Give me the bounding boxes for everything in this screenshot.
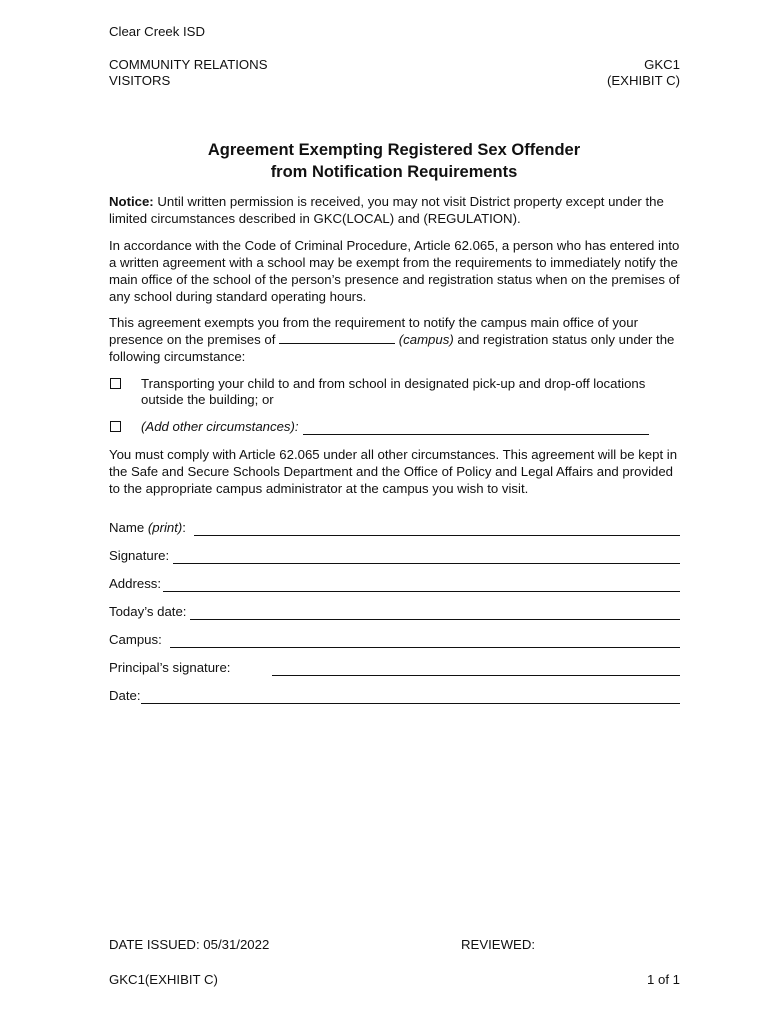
reviewed-label: REVIEWED: bbox=[461, 937, 536, 952]
campus-hint: (campus) bbox=[398, 332, 454, 347]
campus-field[interactable] bbox=[109, 630, 680, 648]
name-line[interactable] bbox=[194, 520, 680, 536]
todays-date-line[interactable] bbox=[190, 604, 680, 620]
compliance-paragraph: You must comply with Article 62.065 under all other circumstances. This agreement will be kept in the Safe and Secure Schools Department and the Office of Policy and Legal Affairs and provided to the appropriate campus administrator at the campus you wish to visit. bbox=[109, 447, 678, 496]
notice-paragraph bbox=[109, 193, 684, 227]
signature-field[interactable] bbox=[109, 546, 680, 564]
date-issued: DATE ISSUED: 05/31/2022 bbox=[109, 937, 270, 952]
option-other-row bbox=[141, 419, 681, 435]
address-field[interactable] bbox=[109, 574, 680, 592]
principal-signature-line[interactable] bbox=[272, 660, 680, 676]
exemption-text-before: This agreement exempts you from the requirement to notify the campus main office of your presence on the premises of bbox=[109, 315, 638, 347]
campus-line[interactable] bbox=[170, 632, 680, 648]
campus-label: Campus: bbox=[109, 632, 162, 647]
address-label: Address: bbox=[109, 576, 162, 591]
date-line[interactable] bbox=[141, 688, 680, 704]
document-title-line2: from Notification Requirements bbox=[270, 163, 518, 181]
address-line[interactable] bbox=[163, 576, 680, 592]
policy-code: GKC1 bbox=[644, 57, 680, 72]
date-field[interactable] bbox=[109, 686, 680, 704]
exemption-text-after: and registration status only under the following circumstance: bbox=[109, 332, 675, 364]
todays-date-field[interactable] bbox=[109, 602, 680, 620]
district-name: Clear Creek ISD bbox=[109, 24, 206, 39]
option-transport-checkbox[interactable] bbox=[110, 378, 121, 389]
signature-label: Signature: bbox=[109, 548, 170, 563]
notice-label: Notice: bbox=[109, 194, 154, 209]
name-field[interactable] bbox=[109, 518, 680, 536]
exhibit-label: (EXHIBIT C) bbox=[606, 73, 680, 88]
option-transport-label: Transporting your child to and from school in designated pick-up and drop-off locations outside the building; or bbox=[141, 376, 646, 407]
campus-blank[interactable] bbox=[279, 331, 395, 344]
document-title-line1: Agreement Exempting Registered Sex Offender bbox=[207, 141, 581, 159]
section-title: COMMUNITY RELATIONS bbox=[109, 57, 268, 72]
name-label: Name (print): bbox=[109, 520, 186, 535]
footer-doc-code: GKC1(EXHIBIT C) bbox=[109, 972, 218, 987]
subsection-title: VISITORS bbox=[109, 73, 171, 88]
todays-date-label: Today’s date: bbox=[109, 604, 187, 619]
page-number: 1 of 1 bbox=[647, 972, 680, 987]
principal-signature-label: Principal’s signature: bbox=[109, 660, 231, 675]
notice-text: Until written permission is received, you may not visit District property except under the limited circumstances described in GKC(LOCAL) and (REGULATION). bbox=[109, 194, 664, 226]
other-circumstances-blank[interactable] bbox=[303, 420, 649, 435]
statute-paragraph: In accordance with the Code of Criminal Procedure, Article 62.065, a person who has entered into a written agreement with a school may be exempt from the requirements to immediately notify the main office of the school of the person’s presence and registration status when on the premises of any school during standard operating hours. bbox=[109, 238, 680, 304]
option-other-checkbox[interactable] bbox=[110, 421, 121, 432]
option-other-label: (Add other circumstances): bbox=[141, 419, 299, 434]
exemption-paragraph bbox=[109, 314, 684, 365]
principal-signature-field[interactable] bbox=[109, 658, 680, 676]
signature-line[interactable] bbox=[173, 548, 680, 564]
date-label: Date: bbox=[109, 688, 141, 703]
